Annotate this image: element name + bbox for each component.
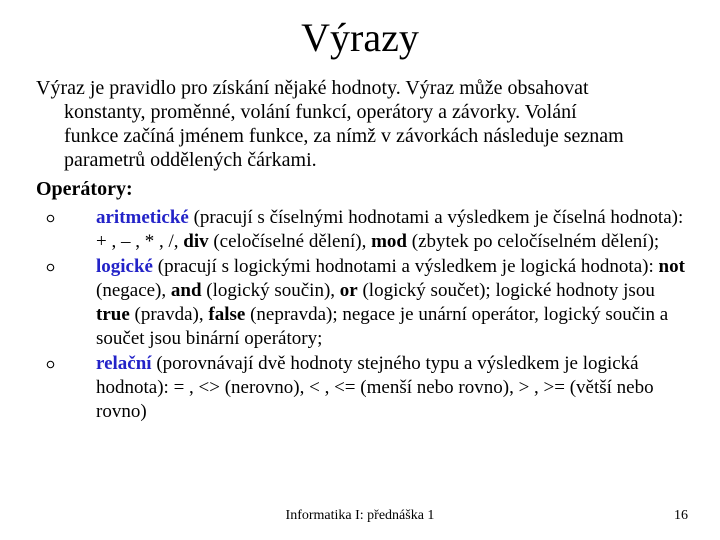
footer-text: Informatika I: přednáška 1 <box>285 508 435 523</box>
intro-line: Výraz je pravidlo pro získání nějaké hodnoty. Výraz může obsahovat <box>36 77 589 99</box>
keyword-not: not <box>658 256 685 277</box>
intro-paragraph <box>36 76 702 172</box>
page-number: 16 <box>674 508 688 523</box>
bullet-icon <box>46 263 55 272</box>
item-text: (pracují s logickými hodnotami a výsledkem je logická hodnota): <box>153 256 659 277</box>
item-text: (logický součet); logické hodnoty jsou <box>357 280 655 301</box>
keyword-or: or <box>339 280 358 301</box>
item-text: (celočíselné dělení), <box>208 231 372 252</box>
operator-list <box>46 206 692 425</box>
keyword-div: div <box>183 231 209 252</box>
item-text: (pravda), <box>129 304 209 325</box>
list-item-relational <box>46 352 692 424</box>
intro-line: parametrů oddělených čárkami. <box>64 149 317 171</box>
term-arithmetic: aritmetické <box>96 207 189 228</box>
keyword-true: true <box>96 304 130 325</box>
operators-heading: Operátory: <box>36 178 133 200</box>
bullet-icon <box>46 214 55 223</box>
term-relational: relační <box>96 353 152 374</box>
intro-line: funkce začíná jménem funkce, za nímž v závorkách následuje seznam <box>64 125 624 147</box>
list-item-logical <box>46 255 692 351</box>
intro-line: konstanty, proměnné, volání funkcí, operátory a závorky. Volání <box>64 101 577 123</box>
bullet-icon <box>46 360 55 369</box>
item-text: (pracují s číselnými hodnotami a výsledkem je číselná hodnota): + , – , * , /, <box>96 207 684 252</box>
list-item-arithmetic <box>46 206 692 254</box>
slide-title: Výrazy <box>301 15 419 60</box>
item-text: (nepravda); negace je unární operátor, logický součin a součet jsou binární operátory; <box>96 304 669 349</box>
item-text: (logický součin), <box>201 280 340 301</box>
keyword-mod: mod <box>371 231 407 252</box>
keyword-and: and <box>170 280 202 301</box>
keyword-false: false <box>208 304 246 325</box>
item-text: (porovnávají dvě hodnoty stejného typu a výsledkem je logická hodnota): = , <> (nerovno), < , <= (menší nebo rovno), > , >= (větší nebo rovno) <box>96 353 654 422</box>
item-text: (zbytek po celočíselném dělení); <box>407 231 660 252</box>
item-text: (negace), <box>96 280 171 301</box>
term-logical: logické <box>96 256 153 277</box>
